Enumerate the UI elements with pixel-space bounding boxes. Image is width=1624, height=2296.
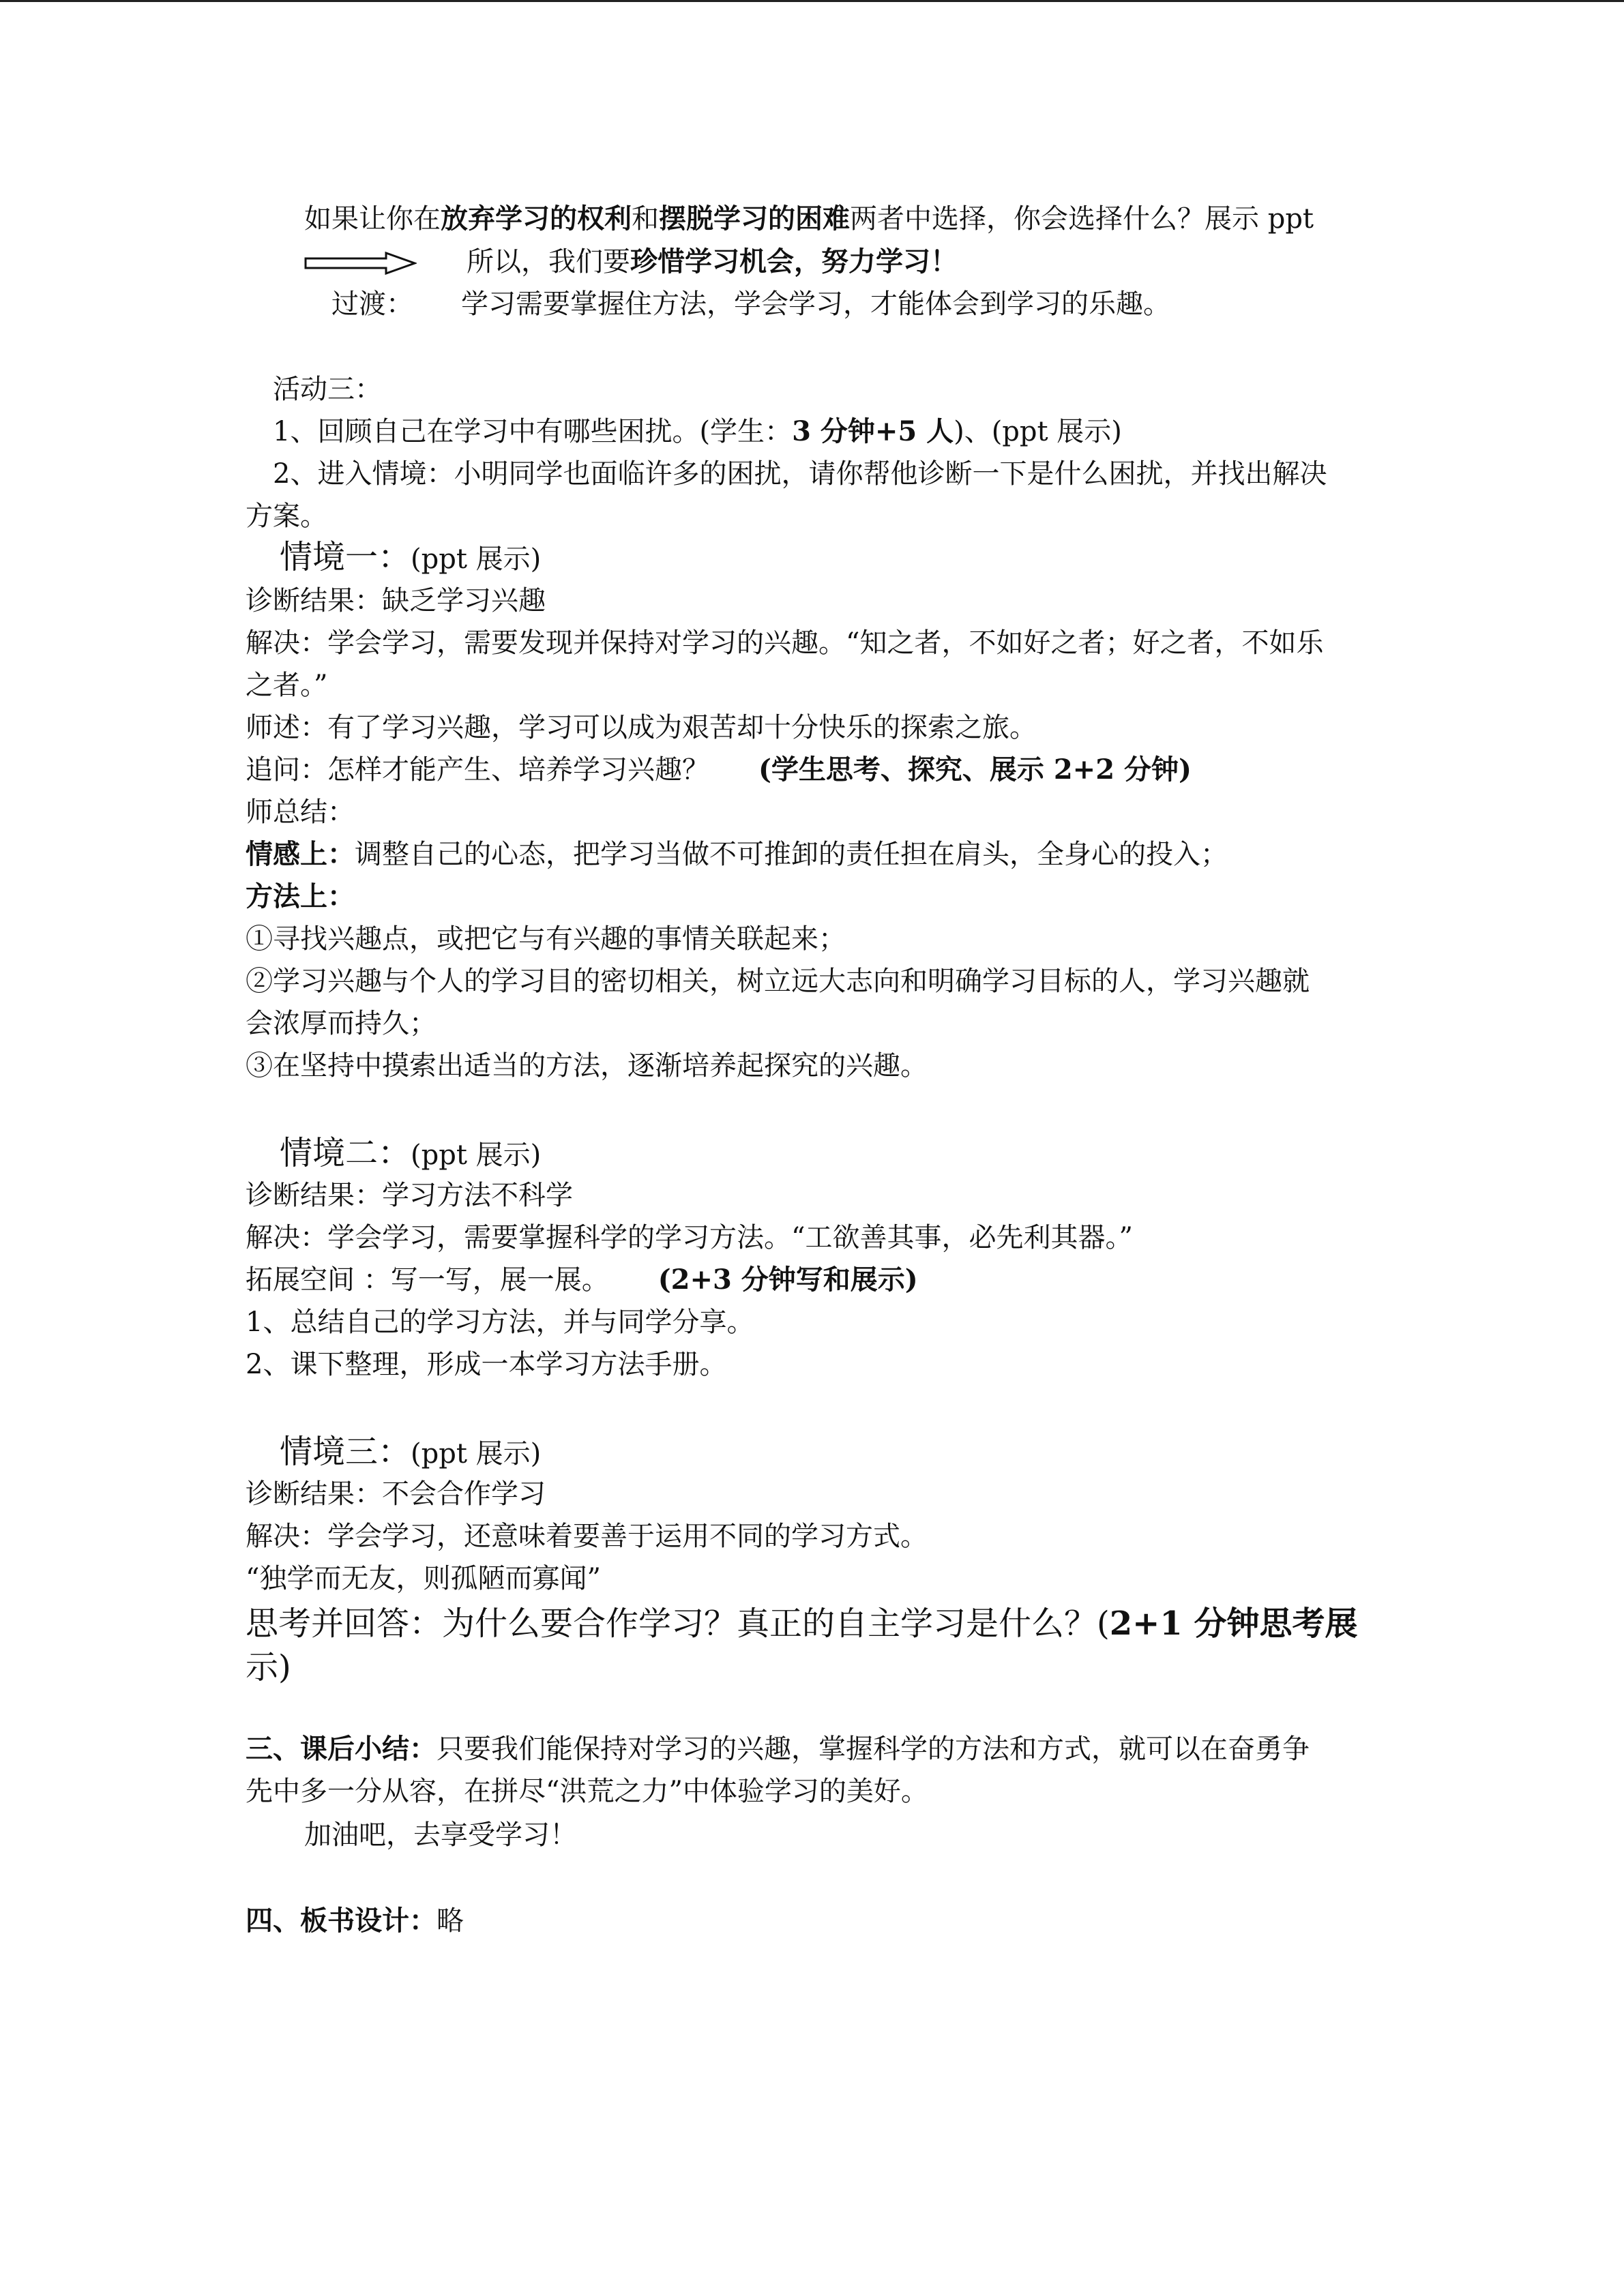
scene1-ask (246, 749, 1192, 791)
scene1-method: 方法上： (246, 880, 355, 912)
scene1-solve-cont: 之者。” (246, 670, 328, 701)
scene1-diagnosis: 诊断结果：缺乏学习兴趣 (246, 585, 546, 616)
text: 拓展空间 ：写一写，展一展。 (246, 1264, 609, 1296)
text: 如果让你在 (304, 203, 441, 235)
intro-line-1 (304, 198, 1314, 240)
activity3-item-2-cont: 方案。 (246, 501, 327, 532)
emphasis: 放弃学习的权利 (441, 203, 632, 235)
scene-note: (ppt 展示) (411, 543, 542, 575)
emphasis: 3 分钟+5 人 (792, 415, 954, 447)
emphasis: (学生思考、探究、展示 2+2 分钟) (758, 754, 1192, 786)
scene-note: (ppt 展示) (411, 1139, 542, 1171)
emphasis: 珍惜学习机会，努力学习！ (630, 245, 958, 278)
emphasis: (2+3 分钟写和展示) (658, 1264, 918, 1296)
text: )、(ppt 展示) (954, 416, 1122, 447)
text: 两者中选择，你会选择什么？展示 ppt (850, 203, 1314, 235)
text: 追问：怎样才能产生、培养学习兴趣？ (246, 754, 709, 786)
section3-cheer: 加油吧，去享受学习！ (304, 1819, 577, 1851)
scene3-solve: 解决：学会学习，还意味着要善于运用不同的学习方式。 (246, 1521, 928, 1552)
scene2-expand (246, 1259, 918, 1301)
scene3-think (246, 1600, 1357, 1648)
page-top-border (0, 0, 1624, 2)
emphasis: 摆脱学习的困难 (659, 203, 850, 235)
section3-summary-cont: 先中多一分从容，在拼尽“洪荒之力”中体验学习的美好。 (246, 1776, 928, 1807)
scene1-method-1: ①寻找兴趣点，或把它与有兴趣的事情关联起来； (246, 923, 846, 955)
text: 思考并回答：为什么要合作学习？真正的自主学习是什么？( (246, 1605, 1110, 1643)
section4-board (246, 1900, 464, 1942)
activity3-item-1 (273, 411, 1122, 453)
scene2-item-1: 1、总结自己的学习方法，并与同学分享。 (246, 1307, 754, 1338)
scene1-teacher: 师述：有了学习兴趣，学习可以成为艰苦却十分快乐的探索之旅。 (246, 712, 1037, 743)
scene1-heading (280, 536, 541, 580)
section-label: 四、板书设计： (246, 1905, 437, 1937)
intro-line-2 (467, 241, 958, 283)
scene-title: 情境三： (280, 1433, 411, 1471)
scene3-think-cont: 示) (246, 1648, 291, 1686)
text: 略 (437, 1905, 464, 1937)
scene1-emotion (246, 833, 1228, 876)
emphasis: 2+1 分钟思考展 (1109, 1605, 1358, 1643)
activity3-item-2: 2、进入情境：小明同学也面临许多的困扰，请你帮他诊断一下是什么困扰，并找出解决 (273, 458, 1327, 490)
scene-note: (ppt 展示) (411, 1438, 542, 1470)
section-label: 三、课后小结： (246, 1733, 437, 1765)
scene2-diagnosis: 诊断结果：学习方法不科学 (246, 1180, 573, 1211)
scene1-solve: 解决：学会学习，需要发现并保持对学习的兴趣。“知之者，不如好之者；好之者，不如乐 (246, 627, 1324, 659)
right-arrow-icon (304, 251, 417, 275)
scene3-diagnosis: 诊断结果：不会合作学习 (246, 1478, 546, 1510)
scene1-method-2: ②学习兴趣与个人的学习目的密切相关，树立远大志向和明确学习目标的人，学习兴趣就 (246, 966, 1310, 997)
transition-label: 过渡： (331, 288, 413, 320)
scene3-quote: “独学而无友，则孤陋而寡闻” (246, 1563, 601, 1594)
scene1-method-3: ③在坚持中摸索出适当的方法，逐渐培养起探究的兴趣。 (246, 1050, 928, 1082)
scene-title: 情境一： (280, 538, 411, 576)
activity3-title: 活动三： (273, 374, 382, 405)
section3-summary (246, 1728, 1310, 1770)
text: 和 (632, 203, 659, 235)
scene3-heading (280, 1431, 541, 1475)
text: 调整自己的心态，把学习当做不可推卸的责任担在肩头，全身心的投入； (355, 839, 1228, 870)
text: 所以，我们要 (467, 246, 630, 278)
text: 只要我们能保持对学习的兴趣，掌握科学的方法和方式，就可以在奋勇争 (437, 1733, 1310, 1765)
scene2-heading (280, 1132, 541, 1176)
scene1-summary: 师总结： (246, 796, 355, 828)
scene1-method-2-cont: 会浓厚而持久； (246, 1008, 437, 1039)
scene-title: 情境二： (280, 1134, 411, 1172)
text: 1、回顾自己在学习中有哪些困扰。(学生： (273, 416, 793, 447)
transition-text: 学习需要掌握住方法，学会学习，才能体会到学习的乐趣。 (461, 288, 1170, 320)
emphasis: 情感上： (246, 838, 355, 870)
scene2-solve: 解决：学会学习，需要掌握科学的学习方法。“工欲善其事，必先利其器。” (246, 1222, 1133, 1253)
scene2-item-2: 2、课下整理，形成一本学习方法手册。 (246, 1349, 727, 1380)
